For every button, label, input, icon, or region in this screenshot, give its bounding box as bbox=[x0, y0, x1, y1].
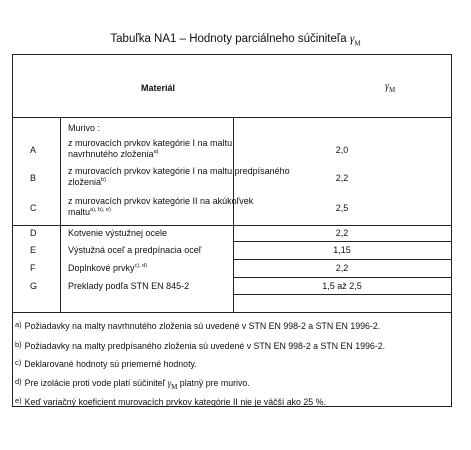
gamma-letter: γ bbox=[349, 33, 355, 45]
row-rule-e bbox=[233, 259, 451, 260]
footnote-d-gamma bbox=[167, 378, 178, 391]
footnote-d-gamma-letter: γ bbox=[167, 378, 172, 388]
row-d-material: Kotvenie výstužnej ocele bbox=[68, 228, 168, 238]
row-g-material: Preklady podľa STN EN 845-2 bbox=[68, 281, 190, 291]
footnote-b-text: Požiadavky na malty predpísaného zloženia sú uvedené v STN EN 998-2 a STN EN 1996-2. bbox=[24, 341, 386, 351]
footnote-a-text: Požiadavky na malty navrhnutého zloženia sú uvedené v STN EN 998-2 a STN EN 1996-2. bbox=[24, 321, 381, 331]
row-g-value: 1,5 až 2,5 bbox=[322, 281, 362, 291]
row-a-material-line1: z murovacích prvkov kategórie I na maltu bbox=[68, 138, 233, 148]
row-letter-c: C bbox=[30, 203, 37, 213]
row-a-material-line2-text: navrhnutého zloženia bbox=[68, 149, 154, 159]
row-c-material-line1: z murovacích prvkov kategórie II na akúkoľvek bbox=[68, 196, 254, 206]
row-b-material-line1: z murovacích prvkov kategórie I na maltu predpísaného bbox=[68, 166, 290, 176]
row-b-material-line2-text: zloženia bbox=[68, 177, 102, 187]
row-letter-d: D bbox=[30, 228, 37, 238]
header-gamma bbox=[385, 81, 395, 96]
masonry-section-rule bbox=[13, 225, 451, 226]
row-rule-g bbox=[233, 294, 451, 295]
table-frame bbox=[12, 54, 452, 407]
row-b-value: 2,2 bbox=[335, 173, 349, 183]
letter-column-rule bbox=[60, 117, 61, 312]
row-e-material: Výstužná oceľ a predpínacia oceľ bbox=[68, 245, 202, 255]
row-letter-f: F bbox=[30, 263, 36, 273]
row-a-material-line2 bbox=[68, 149, 158, 160]
footnote-e-text: Keď variačný koeficient murovacích prvkov kategórie II nie je väčší ako 25 %. bbox=[24, 397, 326, 407]
gamma-symbol bbox=[349, 33, 361, 48]
footnote-c-mark: c) bbox=[15, 358, 22, 367]
header-material: Materiál bbox=[141, 83, 176, 93]
footnote-b-mark: b) bbox=[15, 340, 22, 349]
row-c-value: 2,5 bbox=[335, 203, 349, 213]
row-letter-b: B bbox=[30, 173, 37, 183]
footnote-e bbox=[15, 395, 326, 408]
row-f-material bbox=[68, 263, 147, 274]
footnote-a bbox=[15, 319, 380, 332]
footnote-c-text: Deklarované hodnoty sú priemerné hodnoty. bbox=[24, 359, 197, 369]
footnote-d-gamma-subscript: M bbox=[171, 382, 178, 391]
footnote-a-mark: a) bbox=[15, 320, 22, 329]
footnote-e-mark: e) bbox=[15, 396, 22, 405]
row-letter-e: E bbox=[30, 245, 37, 255]
row-f-material-text: Doplnkové prvky bbox=[68, 263, 135, 273]
row-rule-f bbox=[233, 277, 451, 278]
row-letter-a: A bbox=[30, 145, 37, 155]
footnote-d-text-after: platný pre murivo. bbox=[177, 378, 250, 388]
row-c-material-line2-text: maltu bbox=[68, 207, 91, 217]
header-gamma-subscript: M bbox=[388, 86, 396, 94]
footnote-c bbox=[15, 357, 197, 370]
table-title-text: Tabuľka NA1 – Hodnoty parciálneho súčiniteľa bbox=[110, 33, 350, 45]
header-gamma-letter: γ bbox=[385, 81, 389, 92]
row-d-value: 2,2 bbox=[335, 228, 349, 238]
footnote-d-mark: d) bbox=[15, 377, 22, 386]
gamma-subscript: M bbox=[354, 39, 361, 48]
masonry-intro: Murivo : bbox=[68, 123, 101, 133]
footnote-d bbox=[15, 376, 250, 393]
row-rule-d bbox=[233, 241, 451, 242]
footnote-b bbox=[15, 339, 385, 352]
row-c-footnote-ref: a), b), e) bbox=[90, 207, 111, 213]
row-a-value: 2,0 bbox=[335, 145, 349, 155]
row-f-footnote-ref: c), d) bbox=[134, 263, 148, 269]
table-title bbox=[0, 33, 471, 47]
row-a-footnote-ref: a) bbox=[153, 149, 159, 155]
footnote-d-text-before: Pre izolácie proti vode platí súčiniteľ bbox=[24, 378, 168, 388]
table-body-bottom-rule bbox=[13, 312, 451, 313]
row-letter-g: G bbox=[30, 281, 38, 291]
header-bottom-rule bbox=[13, 117, 451, 118]
row-c-material-line2 bbox=[68, 207, 111, 218]
row-b-footnote-ref: b) bbox=[101, 177, 106, 183]
row-b-material-line2 bbox=[68, 177, 106, 188]
row-e-value: 1,15 bbox=[333, 245, 351, 255]
row-f-value: 2,2 bbox=[335, 263, 349, 273]
